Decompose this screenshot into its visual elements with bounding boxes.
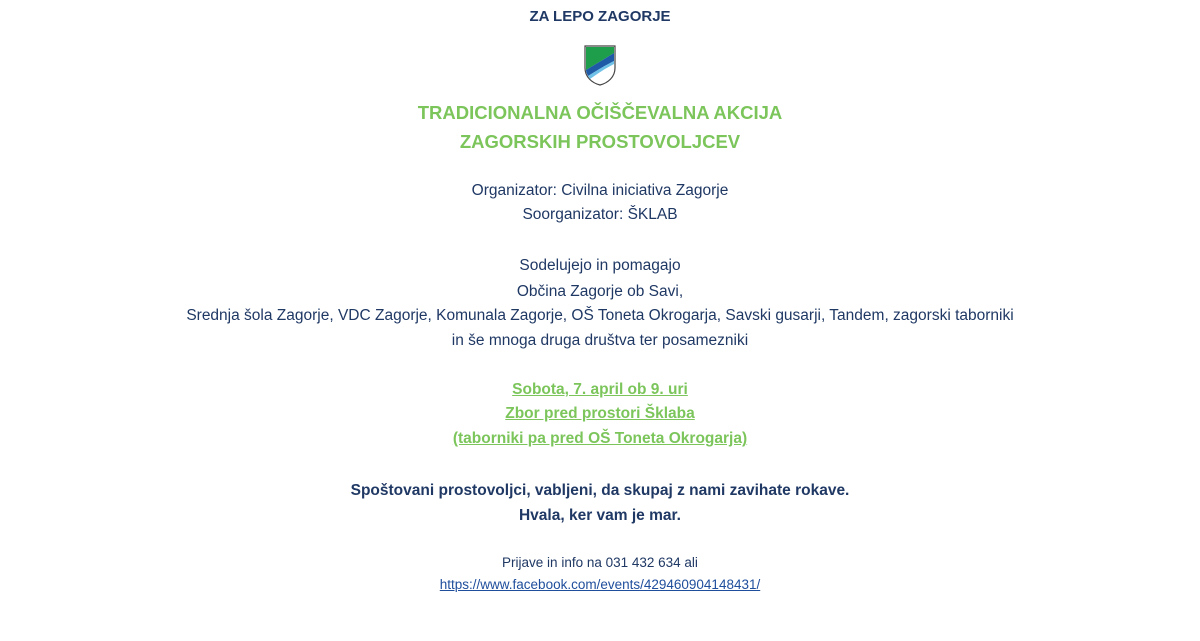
header-title: ZA LEPO ZAGORJE <box>529 8 671 25</box>
action-title-line-2: ZAGORSKIH PROSTOVOLJCEV <box>459 131 741 152</box>
event-meeting-point: Zbor pred prostori Šklaba <box>505 405 695 422</box>
contributors-intro: Sodelujejo in pomagajo <box>519 257 681 274</box>
action-title-line-1: TRADICIONALNA OČIŠČEVALNA AKCIJA <box>417 102 783 123</box>
facebook-event-link-row <box>0 577 1200 592</box>
co-organizer-text: Soorganizator: ŠKLAB <box>522 206 678 223</box>
zagorje-coat-of-arms-icon <box>582 44 618 86</box>
contributors-others: in še mnoga druga društva ter posamezniki <box>451 332 749 349</box>
contact-info: Prijave in info na 031 432 634 ali <box>502 555 698 570</box>
organizer-text: Organizator: Civilna iniciativa Zagorje <box>471 182 729 199</box>
event-scouts-meeting: (taborniki pa pred OŠ Toneta Okrogarja) <box>452 430 748 447</box>
facebook-event-link[interactable]: https://www.facebook.com/events/429460904148431/ <box>439 577 761 592</box>
closing-thanks: Hvala, ker vam je mar. <box>518 507 681 524</box>
contributors-municipality: Občina Zagorje ob Savi, <box>516 283 684 300</box>
event-date-time: Sobota, 7. april ob 9. uri <box>512 381 688 398</box>
closing-invitation: Spoštovani prostovoljci, vabljeni, da skupaj z nami zavihate rokave. <box>350 482 850 499</box>
contributors-list: Srednja šola Zagorje, VDC Zagorje, Komunala Zagorje, OŠ Toneta Okrogarja, Savski gusarji, Tandem, zagorski taborniki <box>186 307 1014 324</box>
